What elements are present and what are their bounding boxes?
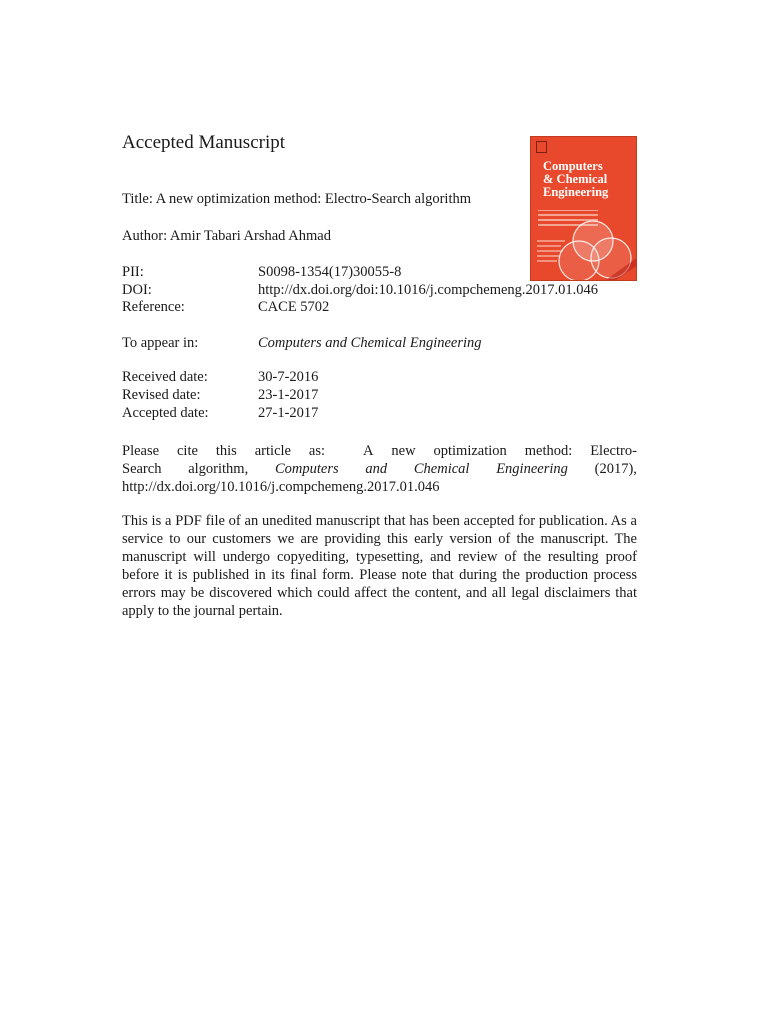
appear-in-row [122, 334, 482, 352]
pii-label: PII: [122, 264, 144, 280]
appear-in-label: To appear in: [122, 335, 199, 351]
cover-venn-graphic-icon [531, 137, 637, 281]
journal-cover [530, 136, 637, 281]
doi-link[interactable]: http://dx.doi.org/doi:10.1016/j.compchemeng.2017.01.046 [258, 282, 599, 298]
cite-word: optimization [433, 443, 507, 459]
manuscript-notice: This is a PDF file of an unedited manuscript that has been accepted for publication. As a service to our customers we are providing this early version of the manuscript. The manuscript will undergo copyediting, typesetting, and review of the resulting proof before it is published in its final form. Please note that during the production process errors may be discovered which could affect the content, and all legal disclaimers that apply to the journal pertain. [122, 513, 637, 619]
cite-word: A [362, 443, 374, 459]
revised-date-row [122, 386, 318, 404]
cover-title-line: Computers [543, 159, 603, 173]
citation-row-1 [122, 442, 637, 460]
citation-doi-link[interactable]: http://dx.doi.org/10.1016/j.compchemeng.2017.01.046 [122, 479, 440, 495]
citation-row-2 [122, 460, 637, 478]
cite-word: Search [122, 461, 162, 477]
cover-title-line: & Chemical [543, 172, 608, 186]
page-heading: Accepted Manuscript [122, 132, 286, 153]
cite-journal-word: and [365, 461, 388, 477]
pii-row [122, 263, 401, 281]
reference-value: CACE 5702 [258, 299, 330, 315]
cover-title-line: Engineering [543, 185, 609, 199]
cite-word: Electro- [590, 443, 637, 459]
journal-name: Computers and Chemical Engineering [258, 335, 482, 351]
cite-word: cite [176, 443, 198, 459]
cite-word: new [391, 443, 416, 459]
doi-label: DOI: [122, 282, 152, 298]
doi-row [122, 281, 598, 299]
cite-word: article [254, 443, 291, 459]
accepted-date-label: Accepted date: [122, 405, 209, 421]
received-date-row [122, 368, 318, 386]
cite-journal-word: Computers [274, 461, 339, 477]
cite-word: this [215, 443, 237, 459]
received-date-value: 30-7-2016 [258, 369, 319, 385]
revised-date-value: 23-1-2017 [258, 387, 319, 403]
cite-word: as: [308, 443, 326, 459]
cite-word: algorithm, [188, 461, 249, 477]
cite-word: (2017), [594, 461, 637, 477]
title-line: Title: A new optimization method: Electro-Search algorithm [122, 191, 472, 207]
accepted-date-row [122, 404, 318, 422]
reference-row [122, 298, 329, 316]
received-date-label: Received date: [122, 369, 208, 385]
pii-value: S0098-1354(17)30055-8 [258, 264, 402, 280]
accepted-date-value: 27-1-2017 [258, 405, 319, 421]
cite-journal-word: Chemical [413, 461, 470, 477]
cite-word: method: [524, 443, 573, 459]
cite-word: Please [122, 443, 160, 459]
cite-journal-word: Engineering [496, 461, 568, 477]
author-line: Author: Amir Tabari Arshad Ahmad [122, 228, 331, 244]
reference-label: Reference: [122, 299, 185, 315]
revised-date-label: Revised date: [122, 387, 201, 403]
